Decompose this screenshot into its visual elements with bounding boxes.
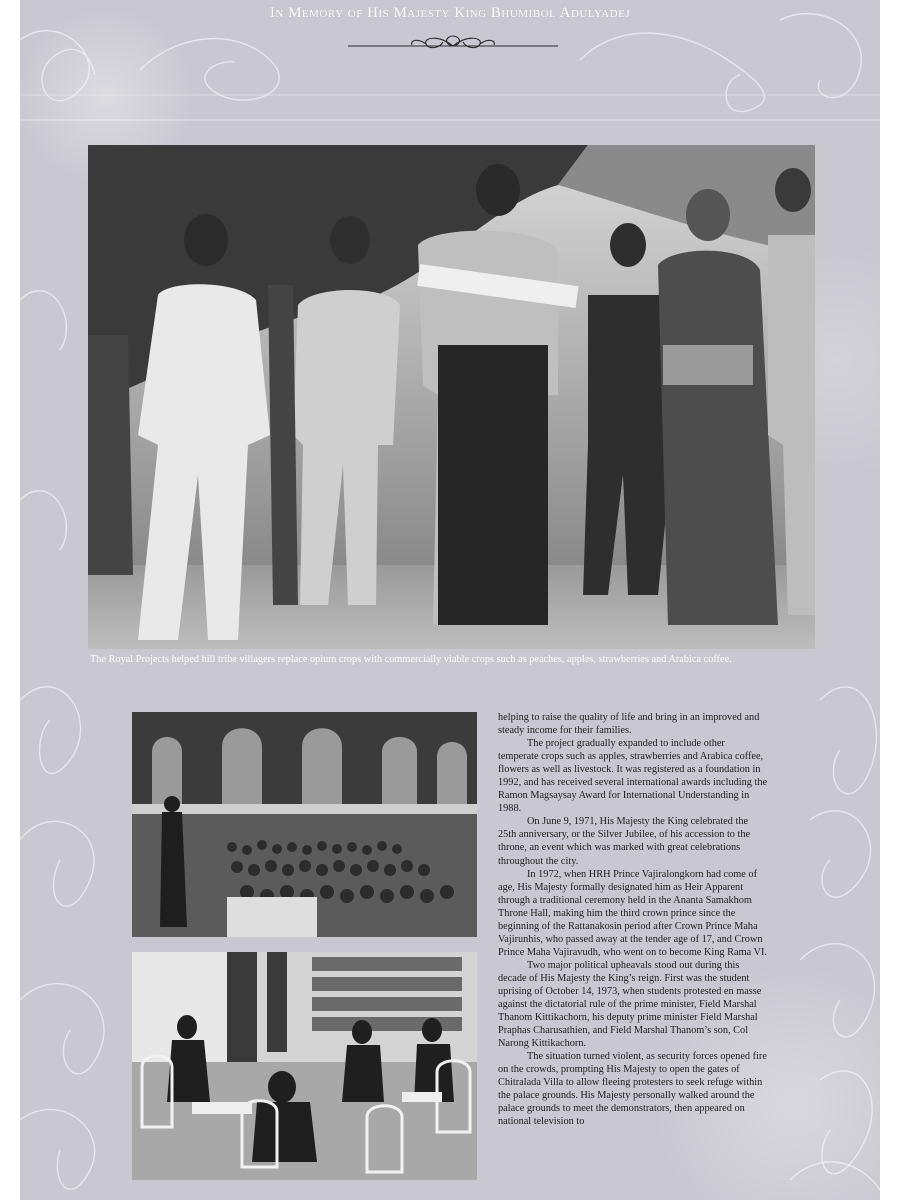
main-photo-caption: The Royal Projects helped hill tribe villagers replace opium crops with commercially viable crops such as peaches, apples, strawberries and Arabica coffee. (90, 654, 732, 665)
article-paragraph: The project gradually expanded to include other temperate crops such as apples, strawberries and Arabica coffee, flowers as well as livestock. It was registered as a foundation in 1992, and has received several international awards including the Ramon Magsaysay Award for International Understanding in 1988. (498, 738, 768, 815)
article-paragraph: In 1972, when HRH Prince Vajiralongkorn had come of age, His Majesty formally designated him as Heir Apparent through a traditional ceremony held in the Ananta Samakhom Throne Hall, making him the third crown prince since the beginning of the Rattanakosin period after Crown Prince Maha Vajirunhis, who passed away at the tender age of 17, and Crown Prince Maha Vajiravudh, who went on to become King Rama VI. (498, 868, 767, 958)
article-paragraph: helping to raise the quality of life and bring in an improved and steady income for their families. (498, 712, 760, 737)
article-paragraph: The situation turned violent, as security forces opened fire on the crowds, prompting His Majesty to open the gates of Chitralada Villa to allow fleeing protesters to seek refuge within the palace grounds. His Majesty personally walked around the palace grounds to meet the demonstrators, then appeared on national television to (498, 1051, 767, 1128)
royal-projects-field-photo (88, 145, 815, 649)
header-divider-ornament (348, 32, 558, 54)
page-header-title: In Memory of His Majesty King Bhumibol Adulyadej (269, 5, 631, 21)
article-paragraph: On June 9, 1971, His Majesty the King celebrated the 25th anniversary, or the Silver Jubilee, of his accession to the throne, an event which was marked with great celebrations throughout the city. (498, 816, 751, 867)
article-paragraph: Two major political upheavals stood out during this decade of His Majesty the King’s reign. First was the student uprising of October 14, 1973, when students protested en masse against the dictatorial rule of the prime minister, Field Marshal Thanom Kittikachorn, his deputy prime minister Field Marshal Praphas Charusathien, and Field Marshal Thanom’s son, Col Narong Kittikachorn. (498, 959, 762, 1050)
palace-meeting-photo (132, 952, 477, 1180)
throne-hall-audience-photo (132, 712, 477, 937)
article-body (498, 711, 768, 1129)
